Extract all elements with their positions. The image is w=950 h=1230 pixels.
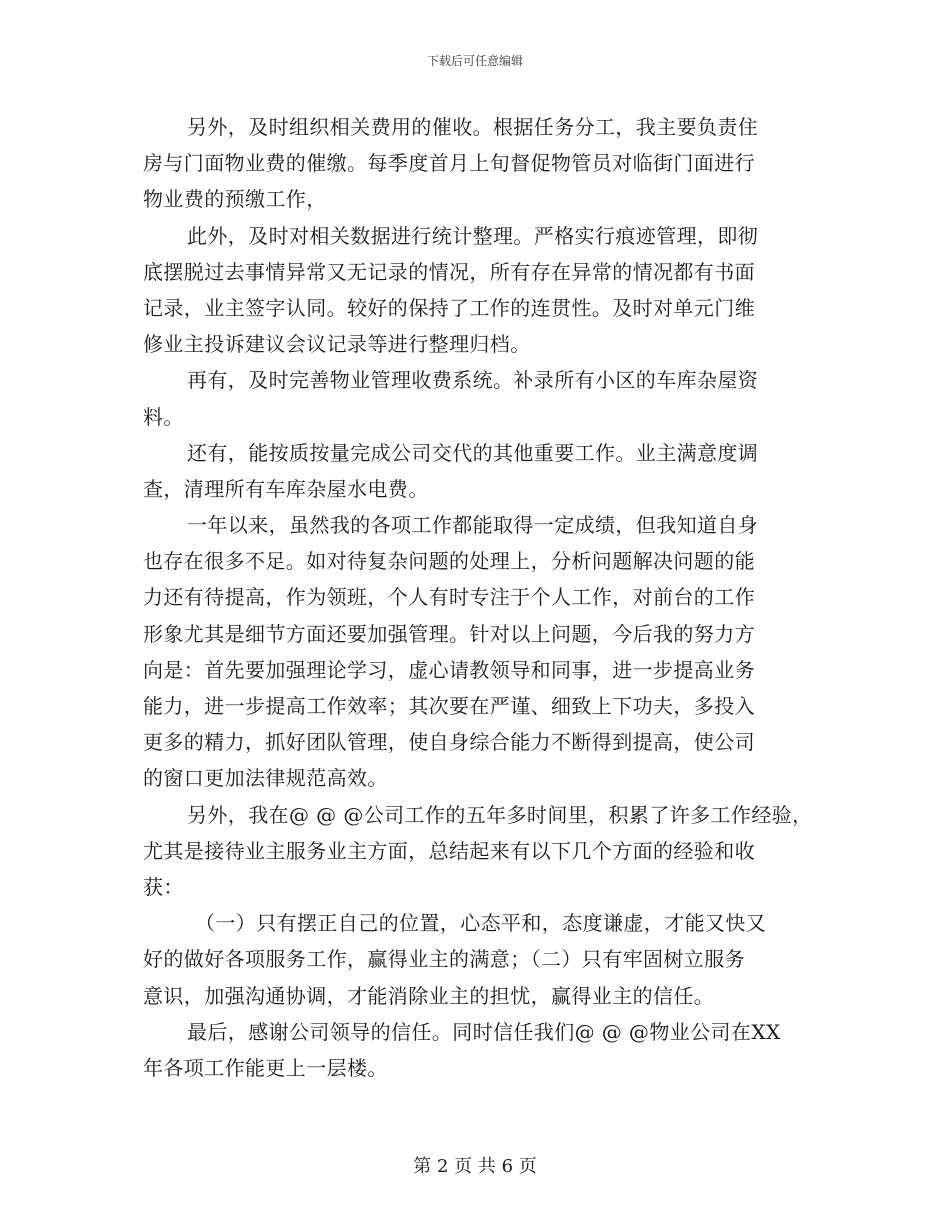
document-body <box>143 109 823 1086</box>
paragraph-line: 房与门面物业费的催缴。每季度首月上旬督促物管员对临街门面进行 <box>143 151 755 176</box>
paragraph-line: 还有，能按质按量完成公司交代的其他重要工作。业主满意度调 <box>187 440 759 465</box>
paragraph-line: 形象尤其是细节方面还要加强管理。针对以上问题，今后我的努力方 <box>143 621 755 646</box>
paragraph-line: 更多的精力，抓好团队管理，使自身综合能力不断得到提高，使公司 <box>143 730 755 755</box>
paragraph-line: 向是：首先要加强理论学习，虚心请教领导和同事，进一步提高业务 <box>143 657 755 682</box>
paragraph-line: 记录，业主签字认同。较好的保持了工作的连贯性。及时对单元门维 <box>143 295 755 320</box>
paragraph-line: （一）只有摆正自己的位置，心态平和，态度谦虚，才能又快又 <box>195 911 767 936</box>
paragraph-line: 另外，及时组织相关费用的催收。根据任务分工，我主要负责住 <box>187 115 759 139</box>
paragraph-line: 意识，加强沟通协调，才能消除业主的担忧，赢得业主的信任。 <box>143 983 715 1008</box>
paragraph-line: 好的做好各项服务工作，赢得业主的满意；（二）只有牢固树立服务 <box>143 947 745 972</box>
page-header: 下载后可任意编辑 <box>426 54 523 68</box>
paragraph-line: 最后，感谢公司领导的信任。同时信任我们@ @ @物业公司在XX <box>187 1019 781 1044</box>
page-footer: 第 2 页 共 6 页 <box>413 1156 537 1177</box>
paragraph-line: 物业费的预缴工作， <box>143 187 327 212</box>
paragraph-line: 年各项工作能更上一层楼。 <box>143 1055 388 1080</box>
paragraph-line: 尤其是接待业主服务业主方面，总结起来有以下几个方面的经验和收 <box>143 838 755 863</box>
paragraph-line: 的窗口更加法律规范高效。 <box>143 766 388 791</box>
paragraph-line: 一年以来，虽然我的各项工作都能取得一定成绩，但我知道自身 <box>187 513 759 538</box>
paragraph-line: 修业主投诉建议会议记录等进行整理归档。 <box>143 332 531 357</box>
paragraph-line: 底摆脱过去事情异常又无记录的情况，所有存在异常的情况都有书面 <box>143 259 755 284</box>
paragraph-line: 查，清理所有车库杂屋水电费。 <box>143 476 429 501</box>
paragraph-line: 力还有待提高，作为领班，个人有时专注于个人工作，对前台的工作 <box>143 585 755 610</box>
paragraph-line: 料。 <box>143 404 184 429</box>
paragraph-line: 能力，进一步提高工作效率；其次要在严谨、细致上下功夫，多投入 <box>143 694 755 718</box>
paragraph-line: 获： <box>143 874 184 899</box>
paragraph-line: 另外，我在@ @ @公司工作的五年多时间里，积累了许多工作经验， <box>187 802 813 827</box>
paragraph-line: 也存在很多不足。如对待复杂问题的处理上，分析问题解决问题的能 <box>143 549 755 574</box>
paragraph-line: 再有，及时完善物业管理收费系统。补录所有小区的车库杂屋资 <box>187 368 759 393</box>
paragraph-line: 此外，及时对相关数据进行统计整理。严格实行痕迹管理，即彻 <box>187 223 759 248</box>
